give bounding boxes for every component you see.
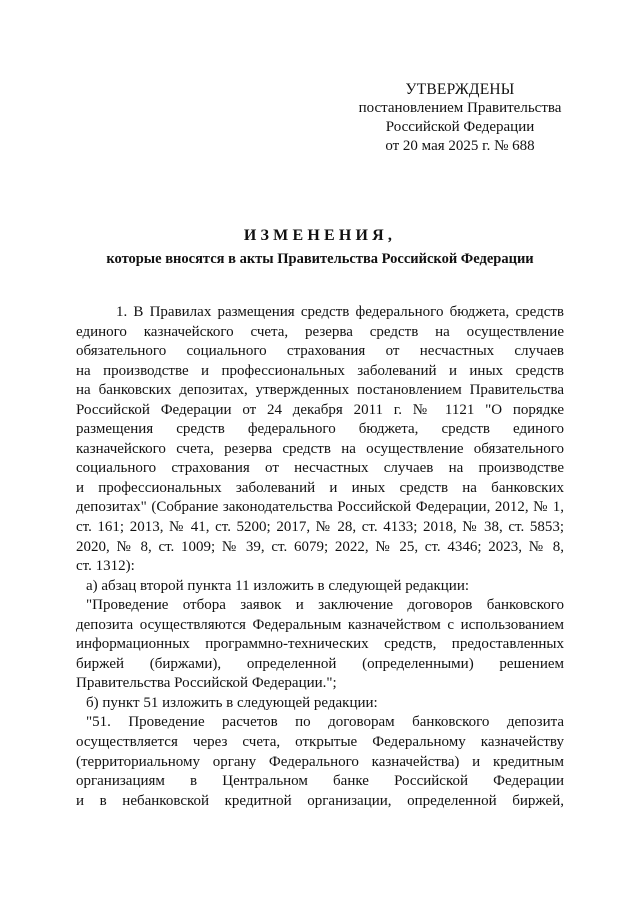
body-line: и в небанковской кредитной организации, определенной биржей, [76,792,564,809]
approval-line-3: от 20 мая 2025 г. № 688 [385,138,535,154]
body-line: "51. Проведение расчетов по договорам банковского депозита [86,714,564,731]
body-line: ст. 161; 2013, № 41, ст. 5200; 2017, № 28, ст. 4133; 2018, № 38, ст. 5853; [76,519,564,536]
body-line: обязательного социального страхования от несчастных случаев [76,343,564,360]
body-line: ст. 1312): [76,558,135,575]
body-line: биржей (биржами), определенной (определенными) решением [76,655,564,672]
document-body [76,303,564,811]
body-line: социального страхования от несчастных случаев на производстве [76,460,564,477]
body-line: (территориальному органу Федерального казначейства) и кредитным [76,753,564,770]
document-subtitle: которые вносятся в акты Правительства Российской Федерации [106,251,534,267]
body-line: депозита осуществляются Федеральным казначейством с использованием [76,616,564,633]
body-line: организациям в Центральном банке Российской Федерации [76,773,564,790]
body-line: 1. В Правилах размещения средств федерального бюджета, средств [116,304,564,320]
body-line: Правительства Российской Федерации."; [76,675,337,692]
approval-line-2: Российской Федерации [385,119,535,135]
approval-heading: УТВЕРЖДЕНЫ [405,81,515,98]
approval-line-1: постановлением Правительства [358,100,562,116]
body-line: а) абзац второй пункта 11 изложить в следующей редакции: [86,577,470,594]
body-line: б) пункт 51 изложить в следующей редакции: [86,694,378,711]
body-line: единого казначейского счета, резерва средств на осуществление [76,323,564,340]
body-line: на производстве и профессиональных заболеваний и иных средств [76,362,564,379]
body-line: Российской Федерации от 24 декабря 2011 г. № 1121 "О порядке [76,401,564,418]
body-line: "Проведение отбора заявок и заключение договоров банковского [86,597,564,614]
body-line: информационных программно-технических средств, предоставленных [76,636,564,653]
body-line: казначейского счета, резерва средств на осуществление обязательного [76,440,564,457]
approval-stamp [330,80,590,156]
body-line: осуществляется через счета, открытые Федеральному казначейству [76,734,564,751]
body-line: 2020, № 8, ст. 1009; № 39, ст. 6079; 2022, № 25, ст. 4346; 2023, № 8, [76,538,564,555]
document-title: ИЗМЕНЕНИЯ, [243,227,397,244]
body-line: размещения средств федерального бюджета, средств единого [76,421,564,438]
body-line: и профессиональных заболеваний и иных средств на банковских [76,479,564,496]
body-line: депозитах" (Собрание законодательства Российской Федерации, 2012, № 1, [76,499,564,516]
body-line: на банковских депозитах, утвержденных постановлением Правительства [76,382,564,399]
